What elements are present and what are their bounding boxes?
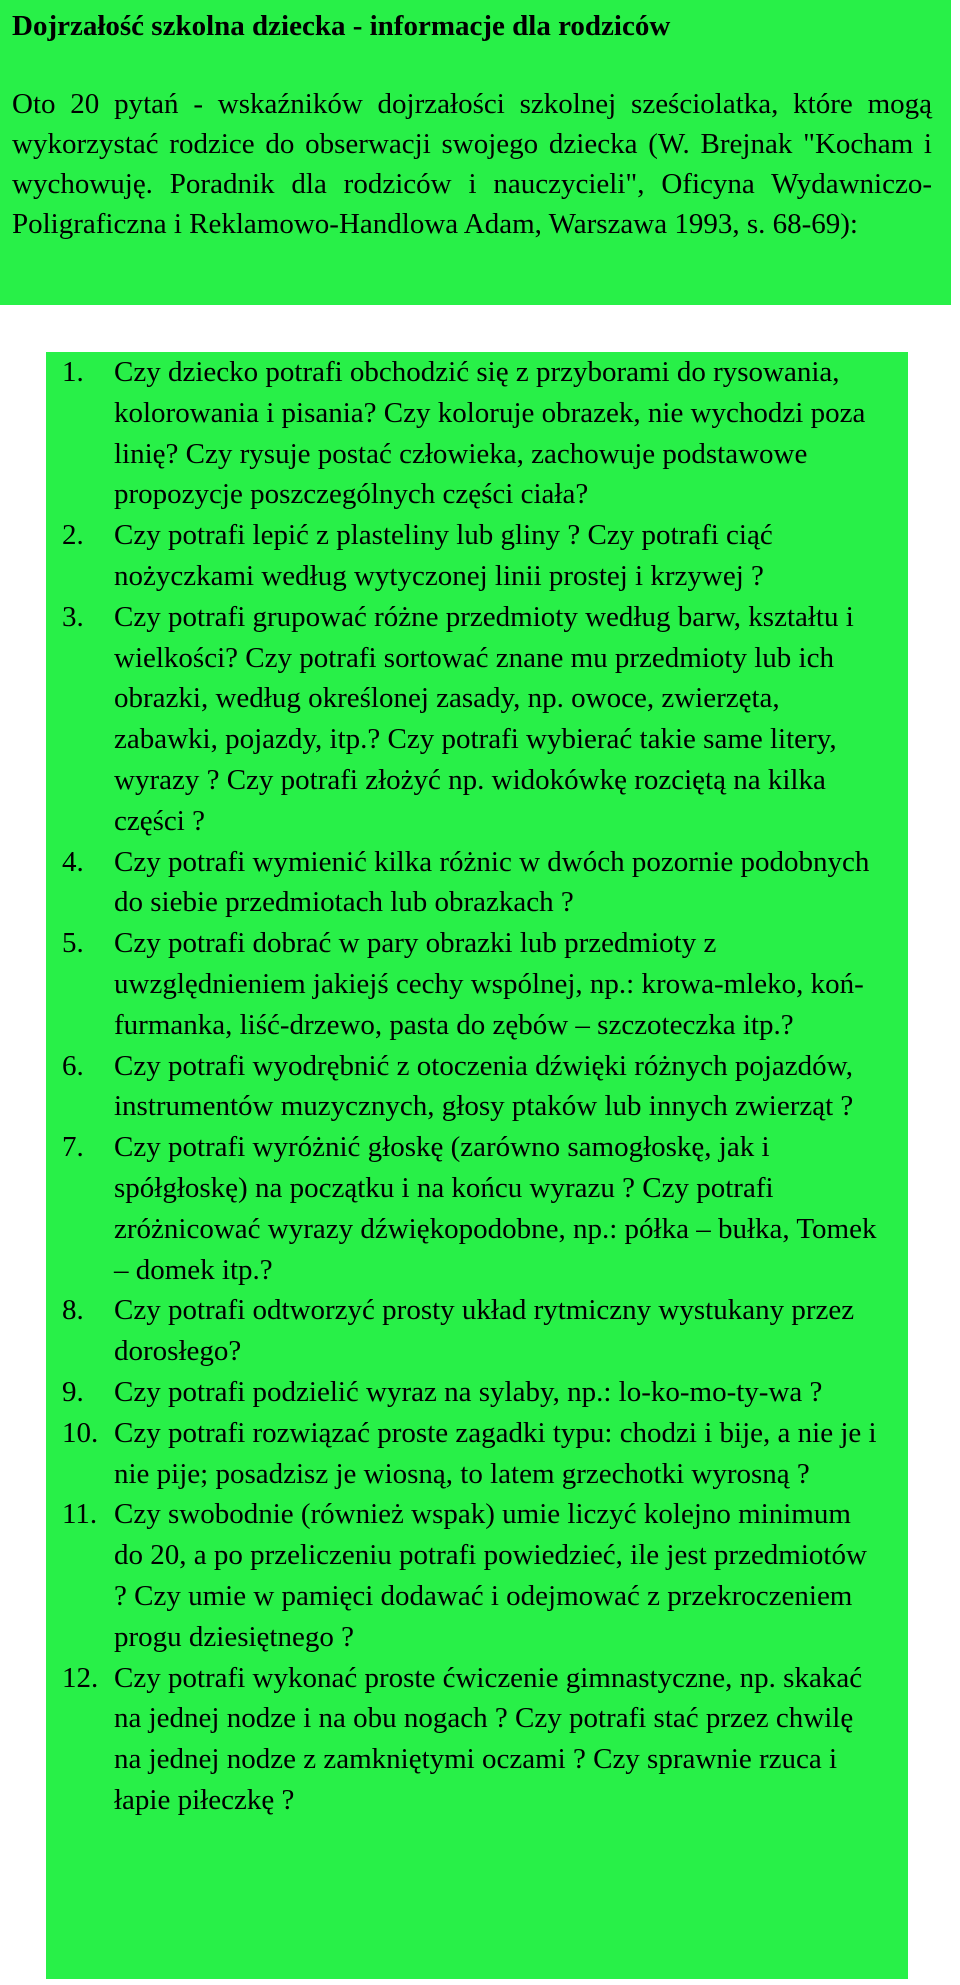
question-item <box>62 1290 884 1372</box>
question-number: 2. <box>62 519 84 552</box>
question-item <box>62 515 884 597</box>
question-item <box>62 597 884 842</box>
question-number: 3. <box>62 600 84 633</box>
question-number: 5. <box>62 927 84 960</box>
question-number: 7. <box>62 1131 84 1164</box>
question-text: Czy potrafi wyodrębnić z otoczenia dźwięki różnych pojazdów, instrumentów muzycznych, głosy ptaków lub innych zwierząt ? <box>114 1049 854 1123</box>
question-text: Czy dziecko potrafi obchodzić się z przyborami do rysowania, kolorowania i pisania? Czy koloruje obrazek, nie wychodzi poza linię? Czy rysuje postać człowieka, zachowuje podstawowe propozycje poszczególnych części ciała? <box>114 356 866 511</box>
intro-paragraph: Oto 20 pytań - wskaźników dojrzałości szkolnej sześciolatka, które mogą wykorzystać rodzice do obserwacji swojego dziecka (W. Brejnak "Kocham i wychowuję. Poradnik dla rodziców i nauczycieli", Oficyna Wydawniczo-Poligraficzna i Reklamowo-Handlowa Adam, Warszawa 1993, s. 68-69): <box>12 88 932 240</box>
question-item <box>62 1658 884 1821</box>
question-number: 10. <box>62 1416 99 1449</box>
question-text: Czy potrafi rozwiązać proste zagadki typu: chodzi i bije, a nie je i nie pije; posadzisz je wiosną, to latem grzechotki wyrosną ? <box>114 1416 877 1490</box>
question-item <box>62 1046 884 1128</box>
question-text: Czy potrafi podzielić wyraz na sylaby, np.: lo-ko-mo-ty-wa ? <box>114 1375 823 1408</box>
question-text: Czy potrafi wymienić kilka różnic w dwóch pozornie podobnych do siebie przedmiotach lub obrazkach ? <box>114 845 870 919</box>
question-item <box>62 842 884 924</box>
question-text: Czy potrafi lepić z plasteliny lub gliny ? Czy potrafi ciąć nożyczkami według wytyczonej linii prostej i krzywej ? <box>114 519 773 592</box>
question-text: Czy potrafi wyróżnić głoskę (zarówno samogłoskę, jak i spółgłoskę) na początku i na końcu wyrazu ? Czy potrafi zróżnicować wyrazy dźwiękopodobne, np.: półka – bułka, Tomek – domek itp.? <box>114 1131 877 1286</box>
question-number: 1. <box>62 356 84 388</box>
question-item <box>62 1127 884 1290</box>
question-text: Czy potrafi wykonać proste ćwiczenie gimnastyczne, np. skakać na jednej nodze i na obu nogach ? Czy potrafi stać przez chwilę na jednej nodze z zamkniętymi oczami ? Czy sprawnie rzuca i łapie piłeczkę ? <box>114 1661 863 1816</box>
question-number: 9. <box>62 1375 84 1408</box>
question-item <box>62 1372 884 1413</box>
question-text: Czy swobodnie (również wspak) umie liczyć kolejno minimum do 20, a po przeliczeniu potrafi powiedzieć, ile jest przedmiotów ? Czy umie w pamięci dodawać i odejmować z przekroczeniem progu dziesiętnego ? <box>114 1498 867 1653</box>
question-number: 6. <box>62 1049 84 1082</box>
question-number: 8. <box>62 1294 84 1327</box>
question-number: 11. <box>62 1498 98 1531</box>
question-text: Czy potrafi grupować różne przedmioty według barw, kształtu i wielkości? Czy potrafi sortować znane mu przedmioty lub ich obrazki, według określonej zasady, np. owoce, zwierzęta, zabawki, pojazdy, itp.? Czy potrafi wybierać takie same litery, wyrazy ? Czy potrafi złożyć np. widokówkę rozciętą na kilka części ? <box>114 600 854 837</box>
questions-section <box>46 352 908 1979</box>
question-item <box>62 923 884 1045</box>
question-number: 4. <box>62 845 84 878</box>
question-number: 12. <box>62 1661 99 1694</box>
question-item <box>62 1494 884 1657</box>
question-list <box>62 352 908 1821</box>
page-title: Dojrzałość szkolna dziecka - informacje dla rodziców <box>12 10 671 42</box>
header-section <box>0 0 951 305</box>
question-item <box>62 352 884 515</box>
question-text: Czy potrafi odtworzyć prosty układ rytmiczny wystukany przez dorosłego? <box>114 1294 855 1368</box>
question-text: Czy potrafi dobrać w pary obrazki lub przedmioty z uwzględnieniem jakiejś cechy wspólnej, np.: krowa-mleko, koń-furmanka, liść-drzewo, pasta do zębów – szczoteczka itp.? <box>114 927 864 1041</box>
question-item <box>62 1413 884 1495</box>
